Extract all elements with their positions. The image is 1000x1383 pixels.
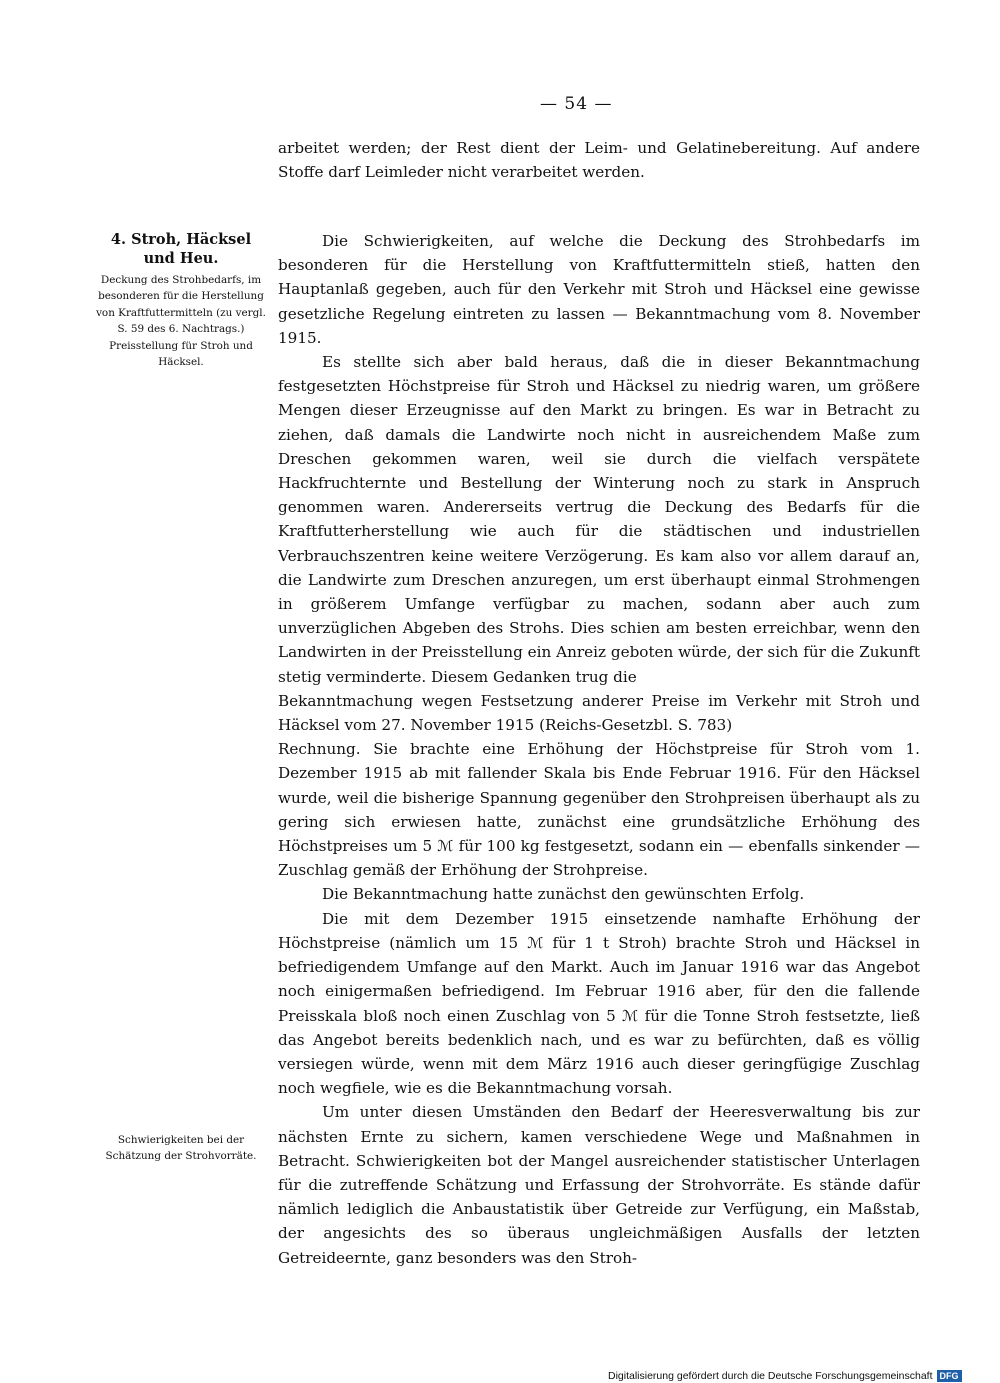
top-paragraph-block — [278, 136, 920, 184]
margin-note-preisstellung: Preisstellung für Stroh und Häcksel. — [109, 339, 253, 369]
digitization-footer — [608, 1370, 996, 1382]
footer-text: Digitalisierung gefördert durch die Deutsche Forschungsgemeinschaft — [608, 1370, 933, 1382]
paragraph-3: Rechnung. Sie brachte eine Erhöhung der Höchstpreise für Stroh vom 1. Dezember 1915 ab mit fallender Skala bis Ende Februar 1916. Für den Häcksel wurde, weil die bisherige Spannung gegenüber den Strohpreisen überhaupt als zu gering sich erwiesen hatte, zunächst eine grundsätzliche Erhöhung des Höchstpreises um 5 ℳ für 100 kg festgesetzt, sodann ein — ebenfalls sinkender — Zuschlag gemäß der Erhöhung der Strohpreise. — [278, 740, 920, 880]
margin-note-strohbedarf: Deckung des Strohbedarfs, im besonderen für die Herstellung von Kraftfuttermitteln (zu vergl. S. 59 des 6. Nachtrags.) — [96, 274, 266, 336]
paragraph-5: Die mit dem Dezember 1915 einsetzende namhafte Erhöhung der Höchstpreise (nämlich um 15 ℳ für 1 t Stroh) brachte Stroh und Häcksel in befriedigendem Umfange auf den Markt. Auch im Januar 1916 war das Angebot noch einigermaßen befriedigend. Im Februar 1916 aber, für den die fallende Preisskala bloß noch einen Zuschlag von 5 ℳ für die Tonne Stroh festsetzte, ließ das Angebot bereits bedenklich nach, und es war zu befürchten, daß es völlig versiegen würde, wenn mit dem März 1916 auch dieser geringfügige Zuschlag noch wegfiele, wie es die Bekanntmachung vorsah. — [278, 909, 920, 1098]
quoted-announcement: Bekanntmachung wegen Festsetzung anderer Preise im Verkehr mit Stroh und Häcksel vom 27. November 1915 (Reichs-Gesetzbl. S. 783) — [278, 691, 920, 735]
margin-note-schwierigkeiten: Schwierigkeiten bei der Schätzung der Strohvorräte. — [105, 1134, 257, 1163]
paragraph-2: Es stellte sich aber bald heraus, daß die in dieser Bekanntmachung festgesetzten Höchstpreise für Stroh und Häcksel zu niedrig waren, um größere Mengen dieser Erzeugnisse auf den Markt zu bringen. Es war in Betracht zu ziehen, daß damals die Landwirte noch nicht in ausreichendem Maße zum Dreschen gekommen waren, weil sie durch die vielfach verspätete Hackfruchternte und Bestellung der Winterung noch zu stark in Anspruch genommen waren. Andererseits vertrug die Deckung des Bedarfs für die Kraftfutterherstellung wie auch für die städtischen und industriellen Verbrauchszentren keine weitere Verzögerung. Es kam also vor allem darauf an, die Landwirte zum Dreschen anzuregen, um erst überhaupt einmal Strohmengen in größerem Umfange verfügbar zu machen, sodann aber auch zum unverzüglichen Abgeben des Strohs. Dies schien am besten erreichbar, wenn den Landwirten in der Preisstellung ein Anreiz geboten würde, der sich für die Zukunft stetig verminderte. Diesem Gedanken trug die — [278, 353, 920, 686]
section-heading: 4. Stroh, Häcksel und Heu. — [110, 231, 252, 267]
top-paragraph: arbeitet werden; der Rest dient der Leim- und Gelatinebereitung. Auf andere Stoffe darf Leimleder nicht verarbeitet werden. — [278, 139, 920, 182]
margin-notes-section — [96, 230, 266, 370]
paragraph-1: Die Schwierigkeiten, auf welche die Deckung des Strohbedarfs im besonderen für die Herstellung von Kraftfuttermitteln stieß, hatten den Hauptanlaß gegeben, auch für den Verkehr mit Stroh und Häcksel eine gewisse gesetzliche Regelung eintreten zu lassen — Bekanntmachung vom 8. November 1915. — [278, 232, 920, 347]
paragraph-6: Um unter diesen Umständen den Bedarf der Heeresverwaltung bis zur nächsten Ernte zu sichern, kamen verschiedene Wege und Maßnahmen in Betracht. Schwierigkeiten bot der Mangel ausreichender statistischer Unterlagen für die zutreffende Schätzung und Erfassung der Strohvorräte. Es stände dafür nämlich lediglich die Anbaustatistik über Getreide zur Verfügung, ein Maßstab, der angesichts des so überaus ungleichmäßigen Ausfalls der letzten Getreideernte, ganz besonders was den Stroh- — [278, 1103, 920, 1267]
main-text-block — [278, 229, 920, 1270]
margin-note-schwierigkeiten-block — [96, 1132, 266, 1165]
dfg-logo: DFG — [937, 1370, 962, 1382]
page-number: — 54 — — [540, 94, 613, 114]
paragraph-4: Die Bekanntmachung hatte zunächst den gewünschten Erfolg. — [322, 885, 805, 904]
